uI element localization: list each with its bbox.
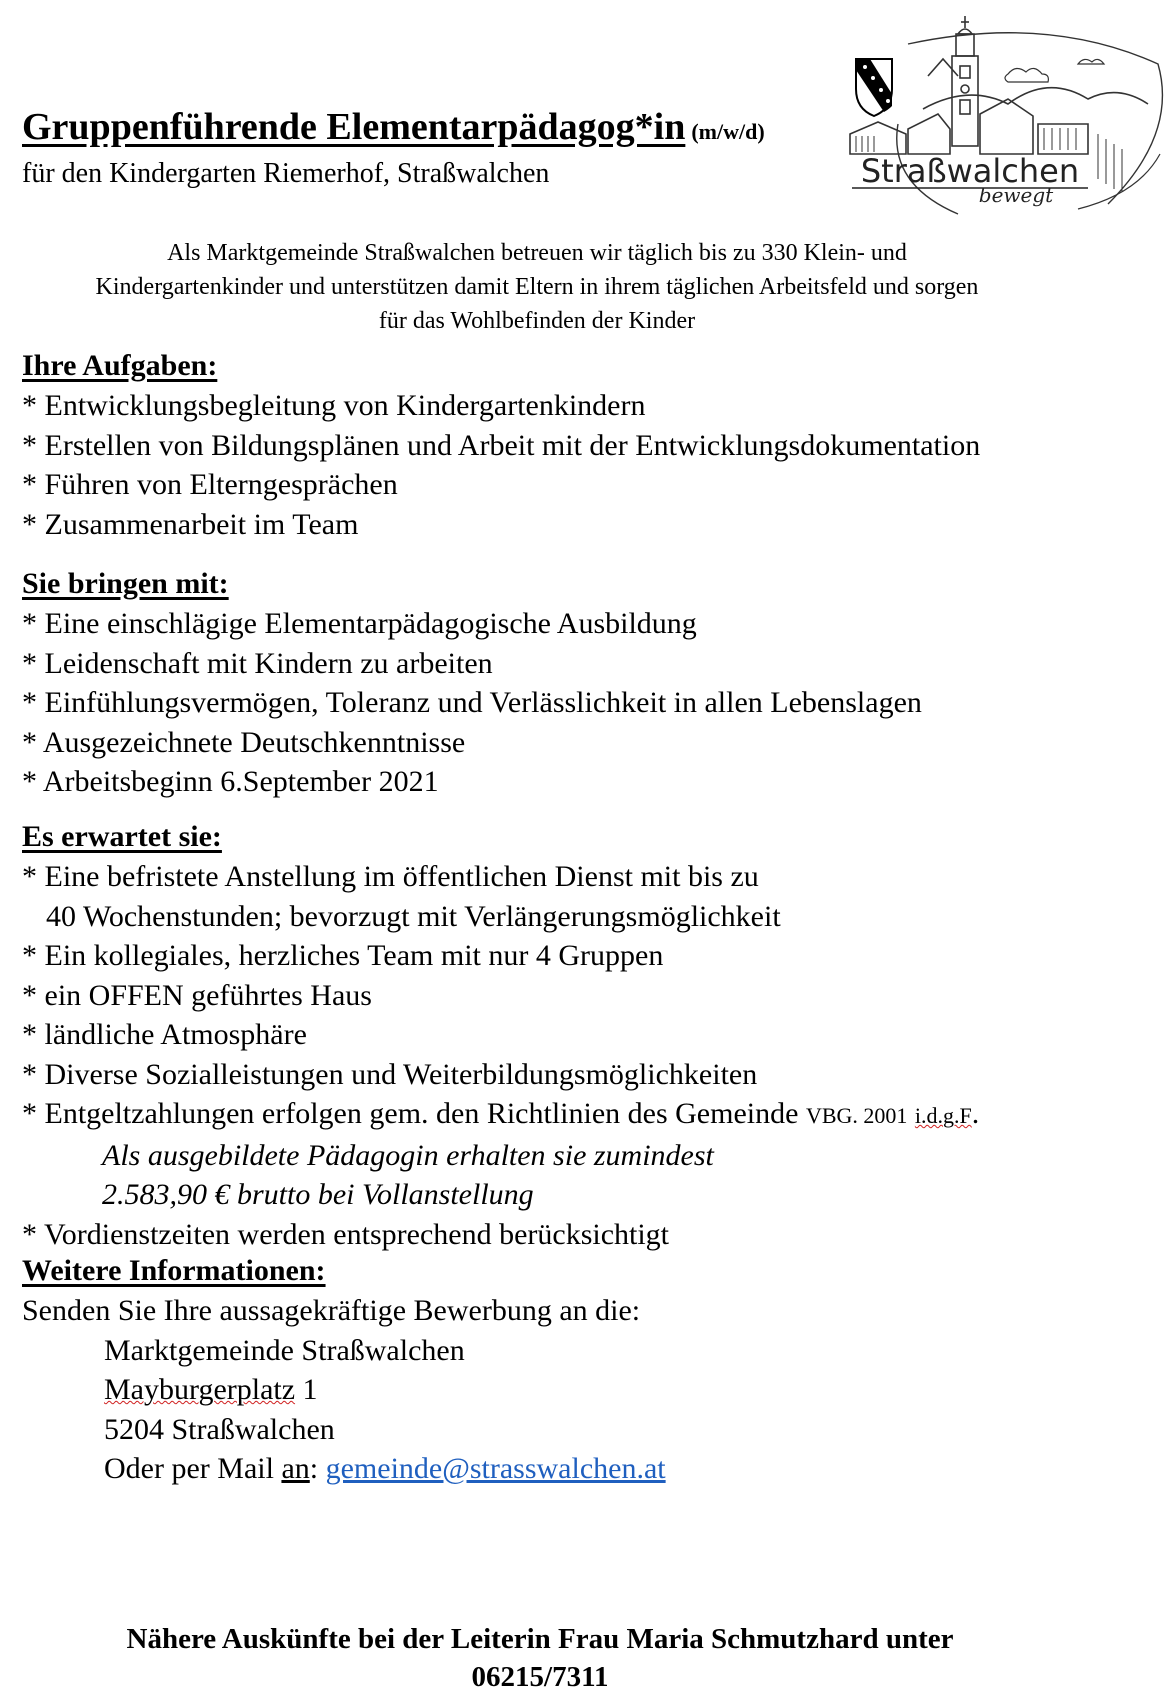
closing-phone: 06215/7311 bbox=[471, 1661, 609, 1693]
intro-line: für das Wohlbefinden der Kinder bbox=[378, 308, 696, 334]
aufgaben-list bbox=[22, 386, 980, 544]
section-heading-aufgaben: Ihre Aufgaben: bbox=[22, 349, 218, 382]
section-heading-info: Weitere Informationen: bbox=[22, 1254, 326, 1287]
list-item: * Diverse Sozialleistungen und Weiterbildungsmöglichkeiten bbox=[22, 1057, 758, 1091]
contact-block bbox=[22, 1291, 666, 1489]
contact-mail bbox=[22, 1449, 666, 1489]
list-item: * Zusammenarbeit im Team bbox=[22, 507, 359, 541]
entgelt-vbg: VBG. 2001 bbox=[805, 1103, 908, 1128]
mail-prefix: Oder per Mail bbox=[104, 1452, 274, 1485]
intro-line: Als Marktgemeinde Straßwalchen betreuen wir täglich bis zu 330 Klein- und bbox=[167, 240, 907, 266]
closing-line: Nähere Auskünfte bei der Leiterin Frau Maria Schmutzhard unter bbox=[126, 1623, 954, 1655]
entgelt-text: * Entgeltzahlungen erfolgen gem. den Richtlinien des Gemeinde bbox=[22, 1097, 799, 1130]
entgelt-abbr: i.d.g.F bbox=[914, 1103, 972, 1128]
job-title bbox=[22, 105, 765, 149]
strasswalchen-logo bbox=[848, 4, 1166, 236]
section-info bbox=[22, 1251, 666, 1489]
contact-org: Marktgemeinde Straßwalchen bbox=[104, 1333, 465, 1367]
contact-street bbox=[22, 1370, 666, 1410]
salary-line: 2.583,90 € brutto bei Vollanstellung bbox=[102, 1178, 534, 1211]
contact-city: 5204 Straßwalchen bbox=[104, 1412, 335, 1446]
list-item: * Arbeitsbeginn 6.September 2021 bbox=[22, 765, 439, 798]
email-link[interactable]: gemeinde@strasswalchen.at bbox=[325, 1452, 666, 1485]
section-heading-erwartet: Es erwartet sie: bbox=[22, 820, 222, 853]
section-aufgaben bbox=[22, 346, 980, 544]
bringen-list bbox=[22, 604, 922, 802]
street-number: 1 bbox=[295, 1373, 318, 1406]
list-item: * Ausgezeichnete Deutschkenntnisse bbox=[22, 725, 466, 759]
street-name: Mayburgerplatz bbox=[104, 1373, 296, 1406]
list-item: * ein OFFEN geführtes Haus bbox=[22, 978, 372, 1012]
section-erwartet bbox=[22, 817, 979, 1254]
erwartet-list bbox=[22, 857, 979, 1254]
intro-line: Kindergartenkinder und unterstützen damit Eltern in ihrem täglichen Arbeitsfeld und sorgen bbox=[95, 274, 979, 300]
list-item: * Erstellen von Bildungsplänen und Arbeit mit der Entwicklungsdokumentation bbox=[22, 428, 981, 462]
list-item: * Ein kollegiales, herzliches Team mit nur 4 Gruppen bbox=[22, 939, 664, 972]
job-title-main: Gruppenführende Elementarpädagog*in bbox=[22, 106, 686, 148]
intro-paragraph bbox=[22, 236, 1052, 338]
list-item: * Führen von Elterngesprächen bbox=[22, 468, 398, 501]
list-item: * Leidenschaft mit Kindern zu arbeiten bbox=[22, 646, 493, 680]
entgelt-end: . bbox=[971, 1097, 980, 1130]
list-item-entgelt bbox=[22, 1094, 979, 1136]
closing-note bbox=[40, 1620, 1040, 1696]
logo-name-text: Straßwalchen bbox=[860, 152, 1080, 190]
contact-intro: Senden Sie Ihre aussagekräftige Bewerbung an die: bbox=[22, 1294, 641, 1327]
section-bringen bbox=[22, 564, 922, 802]
mail-colon: : bbox=[309, 1452, 326, 1485]
mail-an: an bbox=[281, 1452, 310, 1485]
section-heading-bringen: Sie bringen mit: bbox=[22, 567, 229, 600]
list-item: * Einfühlungsvermögen, Toleranz und Verlässlichkeit in allen Lebenslagen bbox=[22, 686, 922, 719]
list-item: * Entwicklungsbegleitung von Kindergartenkindern bbox=[22, 389, 646, 422]
list-item: * Eine befristete Anstellung im öffentlichen Dienst mit bis zu bbox=[22, 860, 759, 893]
list-item-continuation: 40 Wochenstunden; bevorzugt mit Verlängerungsmöglichkeit bbox=[46, 899, 781, 933]
list-item: * Eine einschlägige Elementarpädagogische Ausbildung bbox=[22, 607, 697, 640]
list-item: * ländliche Atmosphäre bbox=[22, 1018, 307, 1051]
salary-line: Als ausgebildete Pädagogin erhalten sie zumindest bbox=[102, 1138, 714, 1172]
list-item: * Vordienstzeiten werden entsprechend berücksichtigt bbox=[22, 1217, 670, 1251]
job-title-suffix: (m/w/d) bbox=[691, 119, 765, 144]
logo-tagline-text: bewegt bbox=[978, 183, 1054, 207]
job-subtitle: für den Kindergarten Riemerhof, Straßwalchen bbox=[22, 158, 550, 189]
